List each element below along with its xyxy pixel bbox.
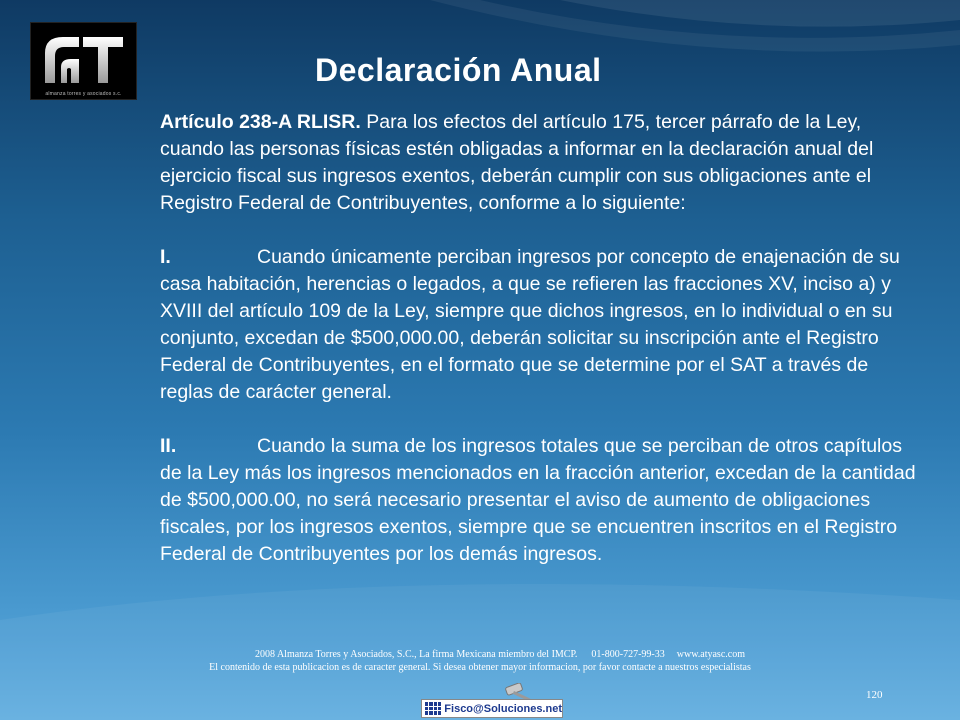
- intro-paragraph: [160, 109, 916, 217]
- footer-line-2: El contenido de esta publicacion es de caracter general. Si desea obtener mayor informacion, por favor contacte a nuestros especialistas: [209, 662, 751, 673]
- footer-copyright: 2008 Almanza Torres y Asociados, S.C., La firma Mexicana miembro del IMCP.: [255, 649, 578, 660]
- section-i-text: Cuando únicamente perciban ingresos por concepto de enajenación de su casa habitación, herencias o legados, a que se refieren las fracciones XV, inciso a) y XVIII del artículo 109 de la Ley, siempre que dichos ingresos, en lo individual o en su conjunto, excedan de $500,000.00, deberán solicitar su inscripción ante el Registro Federal de Contribuyentes, en el formato que se determine por el SAT a través de reglas de carácter general.: [160, 246, 900, 403]
- logo-mark-icon: [31, 23, 136, 99]
- section-i: [160, 244, 916, 406]
- footer-website-link[interactable]: www.atyasc.com: [676, 649, 745, 660]
- section-i-numeral: I.: [160, 246, 171, 268]
- badge-text: Fisco@Soluciones.net: [444, 702, 562, 715]
- company-logo: [30, 22, 137, 100]
- fisco-soluciones-badge[interactable]: [421, 699, 563, 718]
- section-ii-numeral: II.: [160, 435, 177, 457]
- slide-content: [160, 109, 916, 568]
- section-ii: [160, 433, 916, 568]
- slide-title: Declaración Anual: [315, 52, 602, 88]
- logo-text: almanza torres y asociados s.c.: [45, 91, 122, 97]
- section-ii-text: Cuando la suma de los ingresos totales que se perciban de otros capítulos de la Ley más los ingresos mencionados en la fracción anterior, excedan de la cantidad de $500,000.00, no será necesario presentar el aviso de aumento de obligaciones fiscales, por los ingresos exentos, siempre que se encuentren inscritos en el Registro Federal de Contribuyentes por los demás ingresos.: [160, 435, 916, 565]
- grid-icon: [425, 702, 441, 715]
- intro-text: Para los efectos del artículo 175, tercer párrafo de la Ley, cuando las personas físicas estén obligadas a informar en la declaración anual del ejercicio fiscal sus ingresos exentos, deberán cumplir con sus obligaciones ante el Registro Federal de Contribuyentes, conforme a lo siguiente:: [160, 111, 874, 214]
- article-reference: Artículo 238-A RLISR.: [160, 111, 361, 133]
- footer-line-1: [0, 648, 960, 661]
- footer: [0, 648, 960, 674]
- page-number: 120: [866, 689, 883, 701]
- footer-phone: 01-800-727-99-33: [591, 649, 665, 660]
